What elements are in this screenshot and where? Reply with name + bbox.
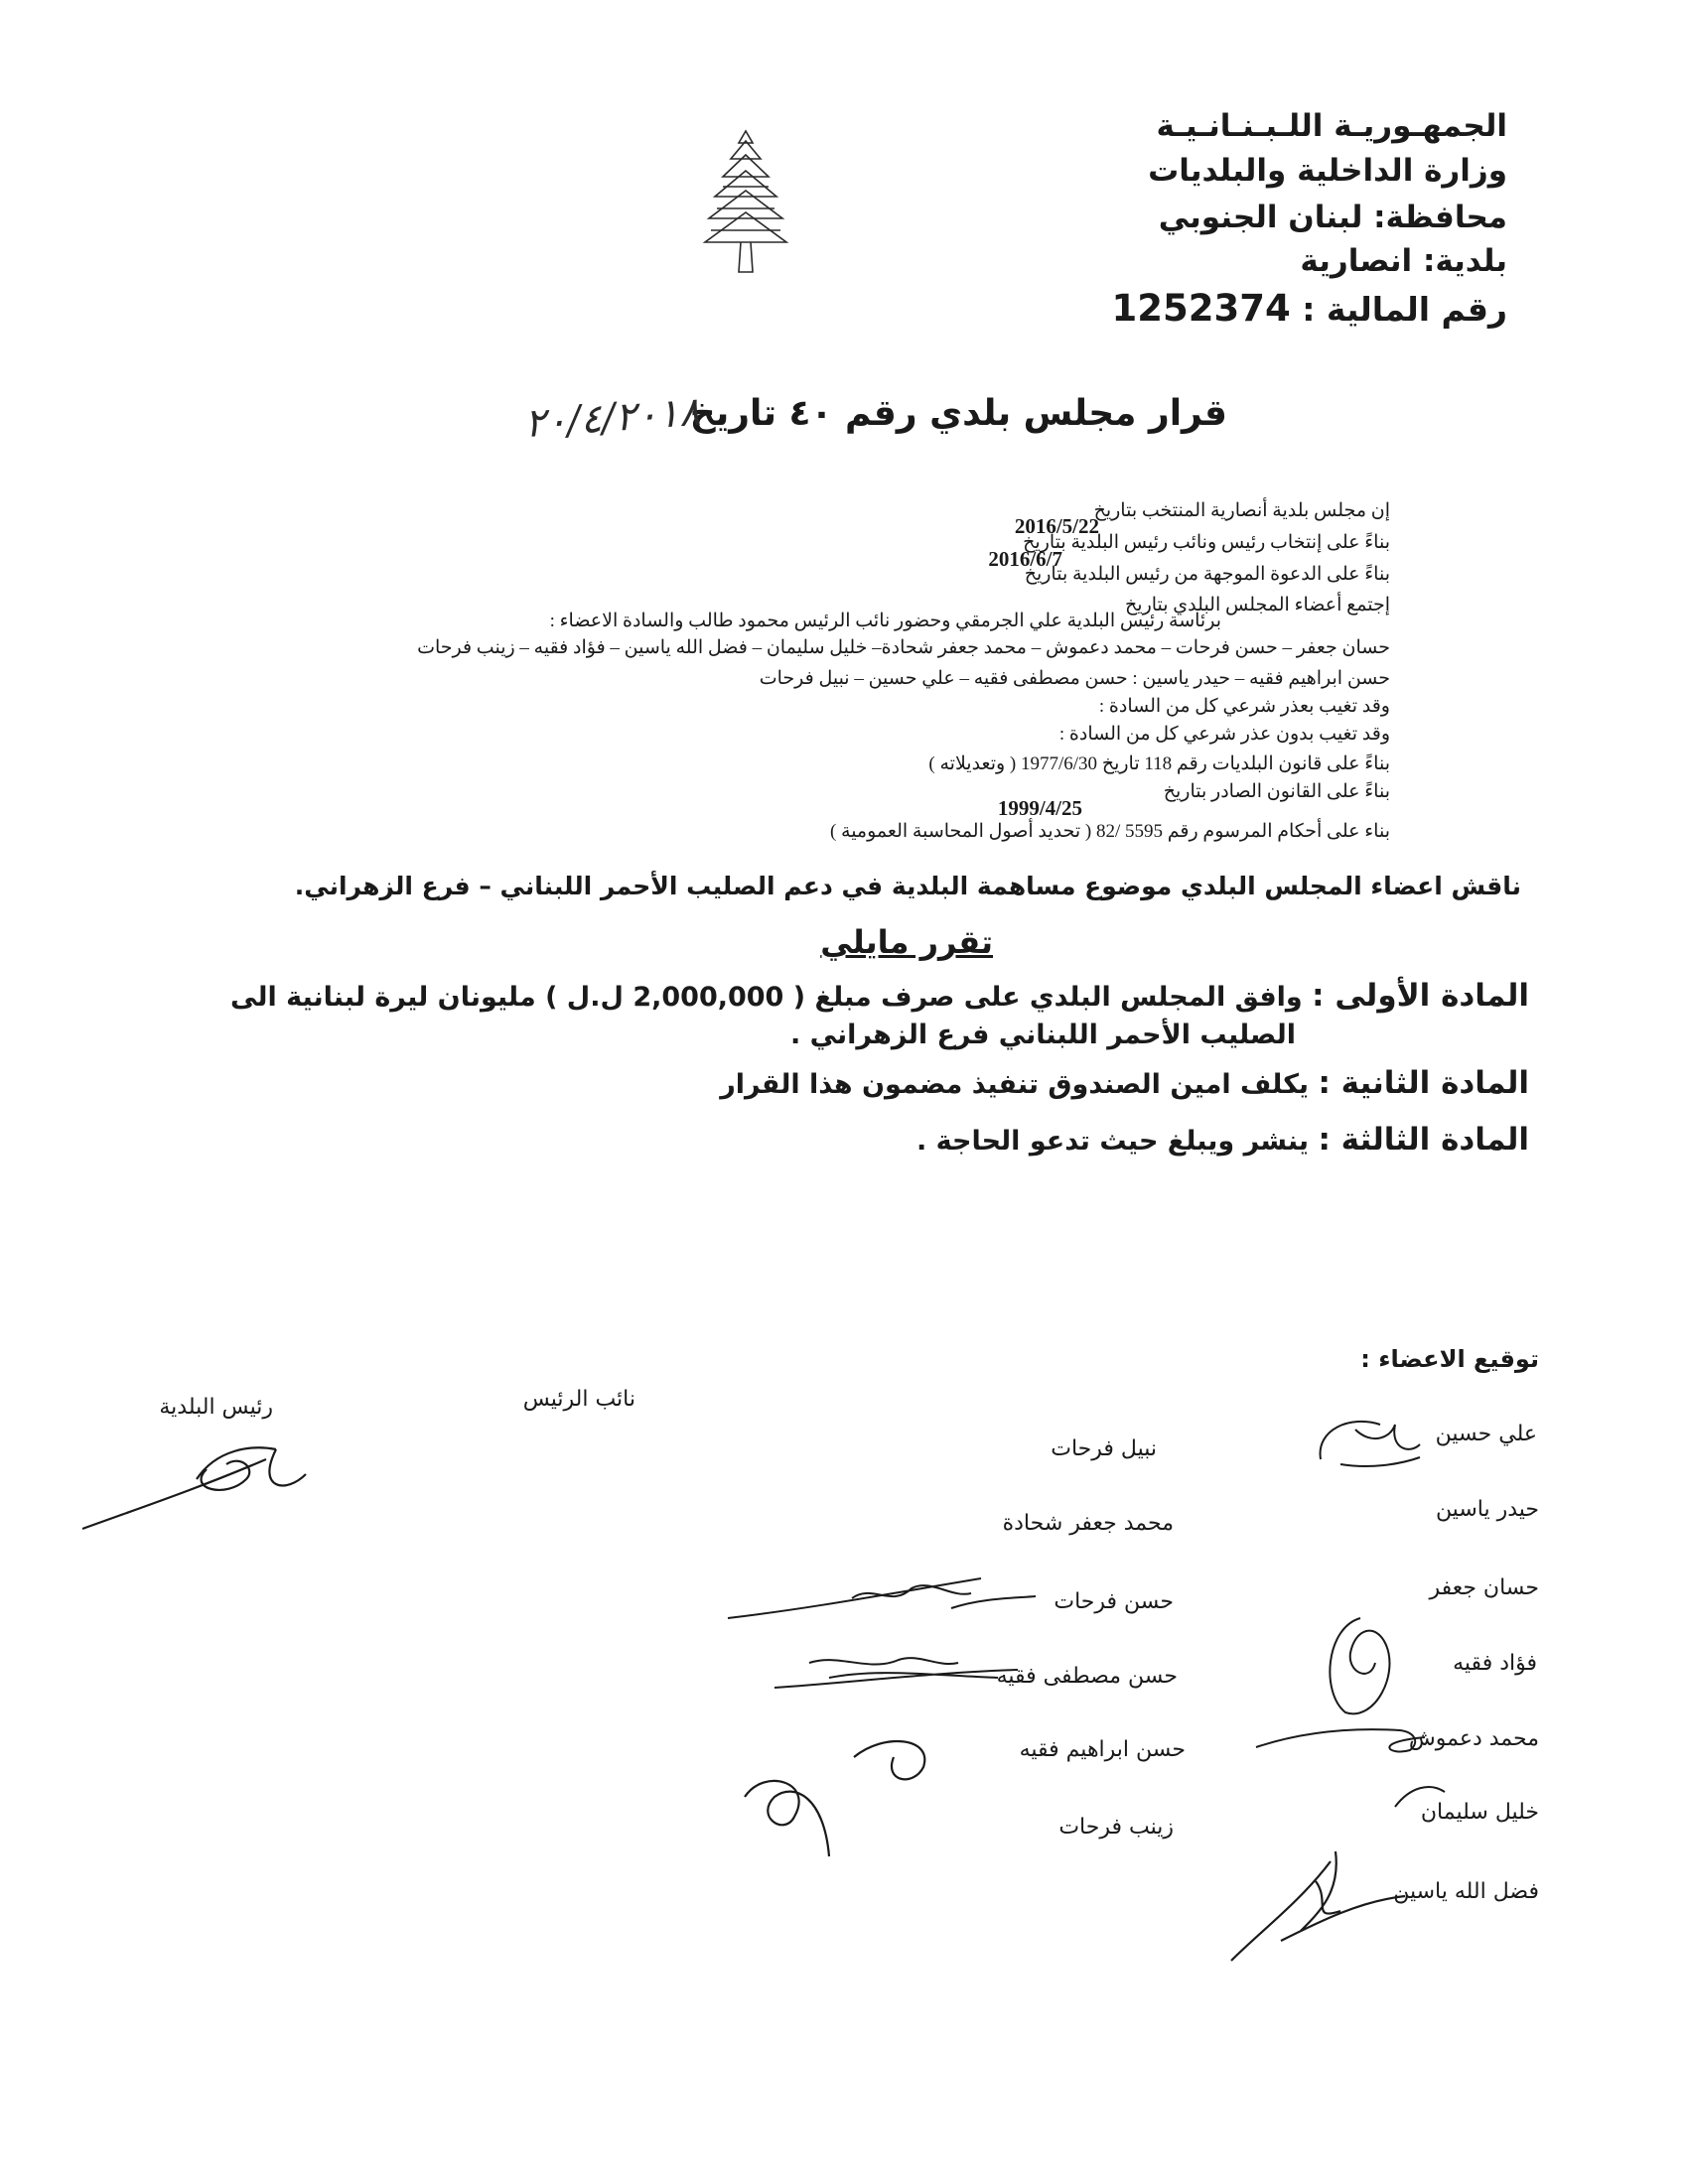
article-2-label: المادة الثانية :: [1318, 1065, 1529, 1101]
article-1-text: وافق المجلس البلدي على صرف مبلغ ( 2,000,000 ل.ل ) مليونان ليرة لبنانية الى: [230, 982, 1303, 1013]
excused-line: وقد تغيب بعذر شرعي كل من السادة :: [1098, 696, 1390, 717]
member-name-mid-6: زينب فرحات: [1058, 1815, 1174, 1840]
municipality-name: بلدية: انصارية: [1300, 243, 1507, 279]
signature-fouad-fakih: [1316, 1613, 1405, 1722]
article-2-text: يكلف امين الصندوق تنفيذ مضمون هذا القرار: [720, 1069, 1310, 1100]
signature-mohammad-daamoush: [1251, 1712, 1430, 1762]
law-line-1: بناءً على قانون البلديات رقم 118 تاريخ 1977/6/30 ( وتعديلاته ): [928, 753, 1390, 774]
ministry-name: وزارة الداخلية والبلديات: [1148, 153, 1507, 189]
members-present-1: حسان جعفر – حسن فرحات – محمد دعموش – محمد جعفر شحادة– خليل سليمان – فضل الله ياسين – فؤاد فقيه – زينب فرحات: [417, 637, 1390, 658]
article-3-label: المادة الثالثة :: [1318, 1122, 1529, 1158]
handwritten-date: ٢٠/٤/٢٠١٨: [522, 388, 702, 448]
member-name-mid-3: حسن فرحات: [1054, 1589, 1174, 1614]
unexcused-line: وقد تغيب بدون عذر شرعي كل من السادة :: [1058, 724, 1390, 745]
signature-khalil-suleiman: [1390, 1777, 1450, 1817]
law-line-3: بناء على أحكام المرسوم رقم 5595 /82 ( تحديد أصول المحاسبة العمومية ): [829, 821, 1390, 842]
preamble-date-2: 2016/6/7: [988, 547, 1062, 571]
article-2: [720, 1065, 1529, 1101]
governorate-name: محافظة: لبنان الجنوبي: [1158, 200, 1507, 235]
finance-label: رقم المالية :: [1302, 290, 1507, 329]
member-name-right-3: حسان جعفر: [1429, 1575, 1539, 1600]
article-3-text: ينشر ويبلغ حيث تدعو الحاجة .: [915, 1126, 1310, 1157]
republic-name: الجمهـوريـة اللـبـنـانـيـة: [1156, 108, 1507, 144]
finance-number: 1252374: [1111, 287, 1291, 330]
member-name-right-6: خليل سليمان: [1420, 1800, 1539, 1825]
member-name-right-2: حيدر ياسين: [1435, 1497, 1539, 1522]
preamble-presidency: برئاسة رئيس البلدية علي الجرمقي وحضور نائب الرئيس محمود طالب والسادة الاعضاء :: [549, 611, 1221, 631]
signature-hassan-farhat: [723, 1569, 1041, 1628]
article-1: [230, 978, 1529, 1014]
cedar-tree-icon: [703, 127, 788, 274]
signature-hassan-ibrahim-fakih: [735, 1727, 983, 1866]
deputy-title: نائب الرئيس: [522, 1387, 635, 1412]
preamble-line-1: إن مجلس بلدية أنصارية المنتخب بتاريخ: [1093, 500, 1390, 521]
finance-number-row: [1111, 287, 1507, 330]
mayor-signature: [77, 1430, 316, 1539]
article-1-label: المادة الأولى :: [1312, 978, 1529, 1014]
member-name-right-7: فضل الله ياسين: [1393, 1879, 1539, 1904]
member-name-right-5: محمد دعموش: [1408, 1726, 1539, 1751]
members-present-2: حسن ابراهيم فقيه – حيدر ياسين : حسن مصطفى فقيه – علي حسين – نبيل فرحات: [759, 668, 1390, 689]
signature-ali-hussein: [1311, 1410, 1430, 1479]
member-name-right-1: علي حسين: [1435, 1422, 1537, 1446]
signature-fadlallah-yassin: [1221, 1842, 1410, 1971]
preamble-date-1: 2016/5/22: [1014, 514, 1099, 538]
preamble-line-2: بناءً على إنتخاب رئيس ونائب رئيس البلدية بتاريخ: [1023, 532, 1390, 553]
decides-heading: تقرر مايلي: [820, 923, 993, 961]
law-date-2: 1999/4/25: [997, 796, 1082, 820]
law-line-2: بناءً على القانون الصادر بتاريخ: [1163, 781, 1390, 802]
member-name-mid-4: حسن مصطفى فقيه: [996, 1664, 1178, 1689]
member-name-mid-5: حسن ابراهيم فقيه: [1019, 1737, 1186, 1762]
decision-title: قرار مجلس بلدي رقم ٤٠ تاريخ: [689, 393, 1227, 434]
mayor-title: رئيس البلدية: [159, 1395, 273, 1420]
member-name-mid-2: محمد جعفر شحادة: [1002, 1511, 1174, 1536]
preamble-line-4: إجتمع أعضاء المجلس البلدي بتاريخ: [1125, 595, 1390, 615]
member-name-mid-1: نبيل فرحات: [1051, 1436, 1157, 1461]
member-name-right-4: فؤاد فقيه: [1453, 1651, 1537, 1676]
article-3: [916, 1122, 1529, 1158]
signature-hassan-mustafa-fakih: [770, 1648, 1028, 1698]
discussion-text: ناقش اعضاء المجلس البلدي موضوع مساهمة البلدية في دعم الصليب الأحمر اللبناني – فرع الزهراني.: [294, 872, 1521, 900]
article-1-continued: الصليب الأحمر اللبناني فرع الزهراني .: [790, 1020, 1296, 1050]
signatures-heading: توقيع الاعضاء :: [1360, 1345, 1539, 1373]
preamble-line-3: بناءً على الدعوة الموجهة من رئيس البلدية بتاريخ: [1024, 564, 1390, 585]
